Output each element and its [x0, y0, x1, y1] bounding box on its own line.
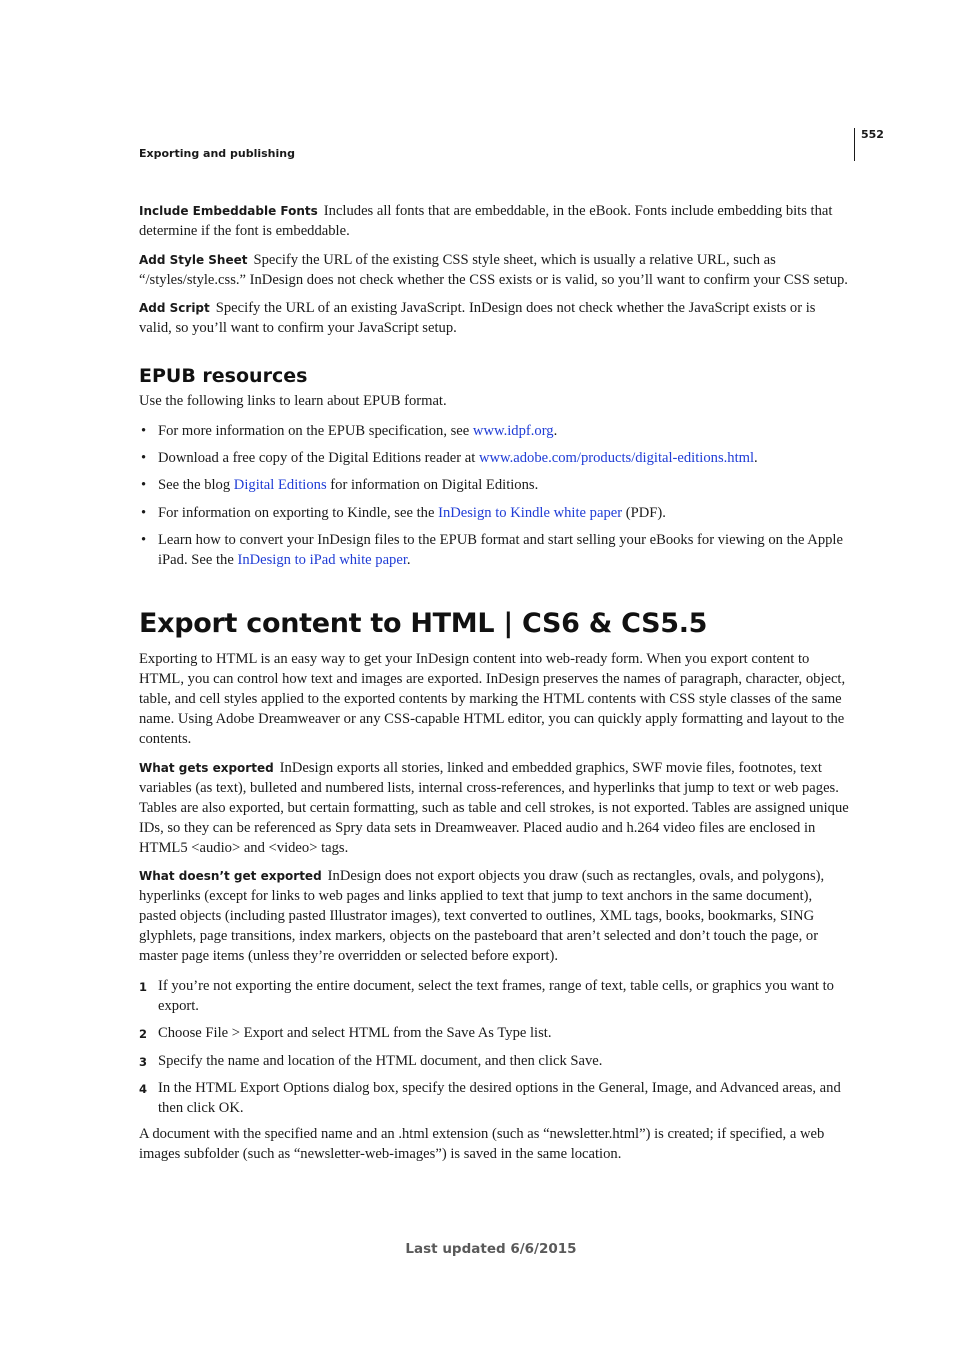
option-term: Include Embeddable Fonts — [139, 204, 318, 218]
export-steps — [139, 976, 851, 1118]
header-rule — [854, 128, 855, 161]
item-text: (PDF). — [622, 505, 666, 521]
step-item — [139, 1023, 851, 1043]
link-ipad-white-paper[interactable]: InDesign to iPad white paper — [237, 552, 407, 568]
list-item — [139, 448, 851, 468]
step-text: If you’re not exporting the entire document, select the text frames, range of text, table cells, or graphics you want to export. — [158, 978, 834, 1014]
html-export-closing: A document with the specified name and an .html extension (such as “newsletter.html”) is created; if specified, a web images subfolder (such as “newsletter-web-images”) is saved in the same location. — [139, 1126, 825, 1162]
step-item — [139, 976, 851, 1016]
list-item — [139, 475, 851, 495]
bullet-glyph: • — [141, 477, 147, 493]
option-text: Includes all fonts that are embeddable, in the eBook. Fonts include embedding bits that determine if the font is embeddable. — [139, 203, 833, 239]
epub-resource-list — [139, 421, 851, 570]
list-item — [139, 530, 851, 570]
link-idpf[interactable]: www.idpf.org — [472, 423, 554, 439]
footer — [0, 1241, 954, 1257]
link-digital-editions-blog[interactable]: Digital Editions — [233, 477, 327, 493]
link-digital-editions-download[interactable]: www.adobe.com/products/digital-editions.html — [478, 450, 755, 466]
option-add-script — [139, 298, 851, 338]
epub-resources-heading: EPUB resources — [139, 365, 308, 387]
step-number: 4 — [139, 1082, 148, 1096]
item-text: For information on exporting to Kindle, see the — [158, 505, 439, 521]
option-term: Add Script — [139, 301, 210, 315]
option-add-style-sheet — [139, 250, 851, 290]
step-text: Choose File > Export and select HTML from the Save As Type list. — [158, 1025, 552, 1041]
section-title: Export content to HTML | CS6 & CS5.5 — [139, 608, 708, 639]
option-text: Specify the URL of an existing JavaScript. InDesign does not check whether the JavaScript exists or is valid, so you’ll want to confirm your JavaScript setup. — [139, 300, 816, 336]
option-term: Add Style Sheet — [139, 253, 248, 267]
item-text: See the blog — [158, 477, 234, 493]
running-head: Exporting and publishing — [139, 147, 295, 160]
option-include-embeddable-fonts — [139, 201, 851, 241]
option-text: InDesign does not export objects you draw (such as rectangles, ovals, and polygons), hyperlinks (except for links to web pages and links applied to text that jump to text anchors in the same document), pasted objects (including pasted Illustrator images), text converted to outlines, XML tags, books, bookmarks, SING glyphlets, page transitions, index markers, objects on the pasteboard that aren’t selected and don’t touch the page, or master page items (unless they’re overridden or selected before export). — [139, 868, 825, 964]
item-text: . — [553, 423, 558, 439]
bullet-glyph: • — [141, 532, 147, 548]
step-item — [139, 1078, 851, 1118]
option-text: Specify the URL of the existing CSS style sheet, which is usually a relative URL, such as “/styles/style.css.” InDesign does not check whether the CSS exists or is valid, so you’ll want to confirm your CSS setup. — [139, 252, 848, 288]
what-gets-exported — [139, 758, 851, 858]
step-number: 1 — [139, 980, 148, 994]
epub-intro: Use the following links to learn about EPUB format. — [139, 393, 447, 409]
html-export-intro: Exporting to HTML is an easy way to get your InDesign content into web-ready form. When you export content to HTML, you can control how text and images are exported. InDesign preserves the names of paragraph, character, object, table, and cell styles applied to the exported contents by marking the HTML contents with CSS style classes of the same name. Using Adobe Dreamweaver or any CSS-capable HTML editor, you can quickly apply formatting and layout to the contents. — [139, 651, 846, 747]
item-text: for information on Digital Editions. — [326, 477, 539, 493]
item-text: For more information on the EPUB specification, see — [158, 423, 473, 439]
list-item — [139, 503, 851, 523]
item-text: . — [754, 450, 758, 466]
item-text: . — [406, 552, 411, 568]
page-content — [139, 201, 851, 1164]
option-term: What gets exported — [139, 761, 274, 775]
option-term: What doesn’t get exported — [139, 869, 322, 883]
link-kindle-white-paper[interactable]: InDesign to Kindle white paper — [438, 505, 623, 521]
last-updated: Last updated 6/6/2015 — [405, 1241, 577, 1257]
page-number: 552 — [861, 128, 884, 141]
bullet-glyph: • — [141, 505, 147, 521]
item-text: Learn how to convert your InDesign files to the EPUB format and start selling your eBooks for viewing on the Apple iPad. See the — [158, 532, 843, 568]
list-item — [139, 421, 851, 441]
option-text: InDesign exports all stories, linked and embedded graphics, SWF movie files, footnotes, text variables (as text), bulleted and numbered lists, internal cross-references, and hyperlinks that jump to text or web pages. Tables are also exported, but certain formatting, such as table and cell strokes, is not exported. Tables are assigned unique IDs, so they can be referenced as Spry data sets in Dreamweaver. Placed audio and h.264 video files are enclosed in HTML5 <audio> and <video> tags. — [139, 760, 849, 856]
step-number: 2 — [139, 1027, 148, 1041]
what-doesnt-get-exported — [139, 866, 851, 966]
step-item — [139, 1051, 851, 1071]
step-text: In the HTML Export Options dialog box, specify the desired options in the General, Image, and Advanced areas, and then click OK. — [158, 1080, 841, 1116]
item-text: Download a free copy of the Digital Editions reader at — [158, 450, 479, 466]
step-number: 3 — [139, 1055, 148, 1069]
bullet-glyph: • — [141, 423, 147, 439]
step-text: Specify the name and location of the HTML document, and then click Save. — [158, 1053, 603, 1069]
bullet-glyph: • — [141, 450, 147, 466]
